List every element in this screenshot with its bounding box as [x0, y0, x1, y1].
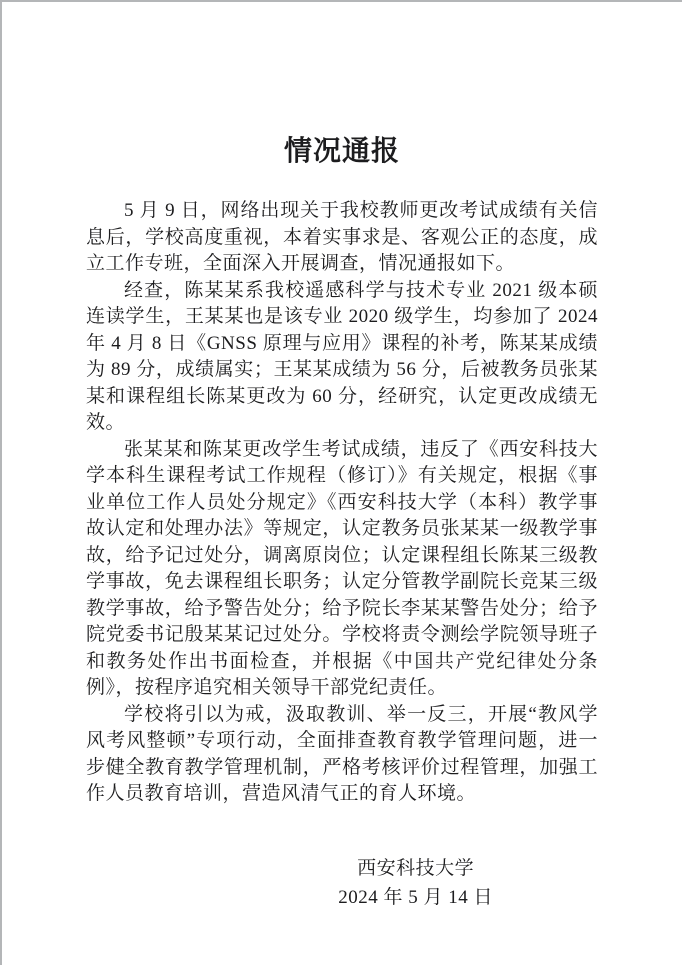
document-content	[2, 2, 682, 912]
signature-organization: 西安科技大学	[357, 857, 475, 879]
signature-block	[338, 854, 493, 912]
document-title: 情况通报	[283, 136, 400, 167]
body-paragraph: 经查，陈某某系我校遥感科学与技术专业 2021 级本硕连读学生，王某某也是该专业 2020 级学生，均参加了 2024 年 4 月 8 日《GNSS 原理与应用》课程的补考，陈某某成绩为 89 分，成绩属实；王某某成绩为 56 分，后被教务员张某某和课程组长陈某更改为 60 分，经研究，认定更改成绩无效。	[86, 279, 598, 433]
body-paragraph: 学校将引以为戒，汲取教训、举一反三，开展“教风学风考风整顿”专项行动，全面排查教育教学管理问题，进一步健全教育教学管理机制，严格考核评价过程管理，加强工作人员教育培训，营造风清气正的育人环境。	[86, 703, 598, 804]
document-body	[86, 198, 598, 808]
body-paragraph: 5 月 9 日，网络出现关于我校教师更改考试成绩有关信息后，学校高度重视，本着实事求是、客观公正的态度，成立工作专班，全面深入开展调查，情况通报如下。	[86, 200, 598, 274]
signature-date: 2024 年 5 月 14 日	[338, 886, 493, 908]
body-paragraph: 张某某和陈某更改学生考试成绩，违反了《西安科技大学本科生课程考试工作规程（修订）》有关规定，根据《事业单位工作人员处分规定》《西安科技大学（本科）教学事故认定和处理办法》等规定，认定教务员张某某一级教学事故，给予记过处分，调离原岗位；认定课程组长陈某三级教学事故，免去课程组长职务；认定分管教学副院长竞某三级教学事故，给予警告处分；给予院长李某某警告处分；给予院党委书记殷某某记过处分。学校将责令测绘学院领导班子和教务处作出书面检查，并根据《中国共产党纪律处分条例》，按程序追究相关领导干部党纪责任。	[86, 438, 598, 698]
